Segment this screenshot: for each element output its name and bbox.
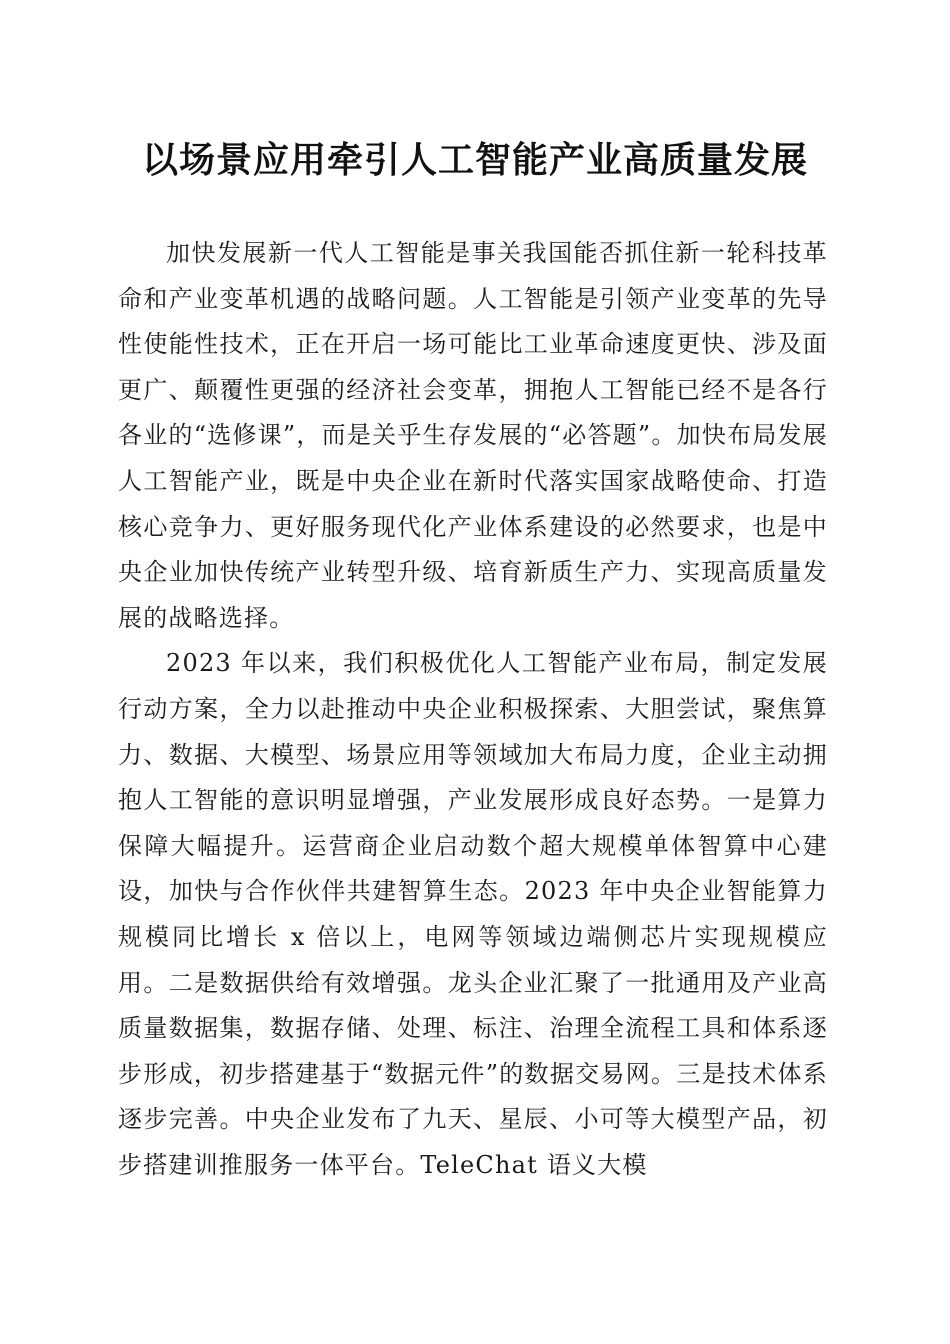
- document-body: [118, 231, 828, 1188]
- paragraph-2: 2023 年以来，我们积极优化人工智能产业布局，制定发展行动方案，全力以赴推动中央企业积极探索、大胆尝试，聚焦算力、数据、大模型、场景应用等领域加大布局力度，企业主动拥抱人工智能的意识明显增强，产业发展形成良好态势。一是算力保障大幅提升。运营商企业启动数个超大规模单体智算中心建设，加快与合作伙伴共建智算生态。2023 年中央企业智能算力规模同比增长 x 倍以上，电网等领域边端侧芯片实现规模应用。二是数据供给有效增强。龙头企业汇聚了一批通用及产业高质量数据集，数据存储、处理、标注、治理全流程工具和体系逐步形成，初步搭建基于“数据元件”的数据交易网。三是技术体系逐步完善。中央企业发布了九天、星辰、小可等大模型产品，初步搭建训推服务一体平台。TeleChat 语义大模: [118, 649, 828, 1179]
- paragraph-1: 加快发展新一代人工智能是事关我国能否抓住新一轮科技革命和产业变革机遇的战略问题。人工智能是引领产业变革的先导性使能性技术，正在开启一场可能比工业革命速度更快、涉及面更广、颠覆性更强的经济社会变革，拥抱人工智能已经不是各行各业的“选修课”，而是关乎生存发展的“必答题”。加快布局发展人工智能产业，既是中央企业在新时代落实国家战略使命、打造核心竞争力、更好服务现代化产业体系建设的必然要求，也是中央企业加快传统产业转型升级、培育新质生产力、实现高质量发展的战略选择。: [118, 239, 828, 632]
- document-title: 以场景应用牵引人工智能产业高质量发展: [141, 139, 808, 181]
